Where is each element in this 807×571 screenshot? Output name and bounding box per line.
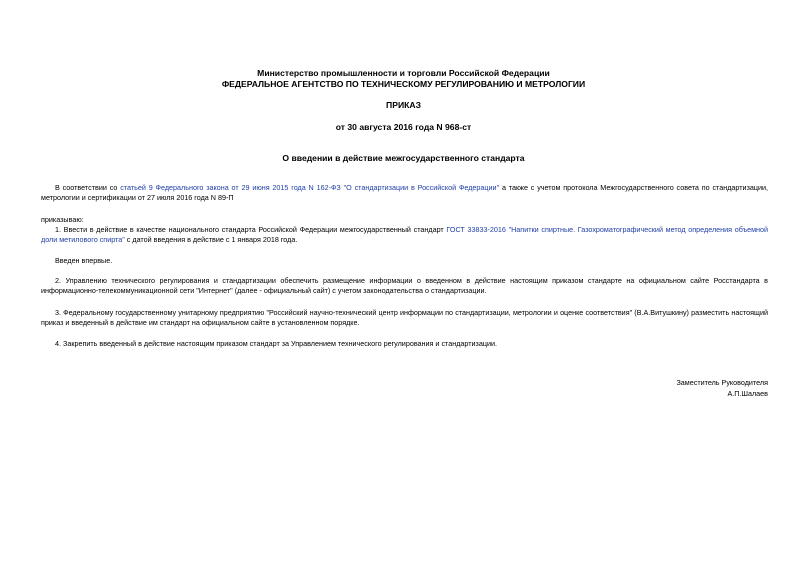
document-subject: О введении в действие межгосударственного стандарта: [282, 153, 525, 163]
item-1-text-after: с датой введения в действие с 1 января 2018 года.: [124, 235, 298, 244]
signature-position: Заместитель Руководителя: [676, 378, 768, 387]
item-4-paragraph: 4. Закрепить введенный в действие настоящим приказом стандарт за Управлением технического регулирования и стандартизации.: [55, 339, 497, 348]
signature-name: А.П.Шалаев: [727, 389, 768, 398]
item-3-paragraph: 3. Федеральному государственному унитарному предприятию "Российский научно-технический центр информации по стандартизации, метрологии и оценке соответствия" (В.А.Витушкину) разместить настоящий приказ и введенный в действие им стандарт на официальном сайте в установленном порядке.: [41, 308, 768, 327]
federal-law-link[interactable]: статьей 9 Федерального закона от 29 июня 2015 года N 162-ФЗ "О стандартизации в Российской Федерации": [120, 183, 500, 192]
item-2-paragraph: 2. Управлению технического регулирования и стандартизации обеспечить размещение информации о введенном в действие настоящим приказом стандарте на официальном сайте Росстандарта в информационно-телекоммуникационной сети "Интернет" (далее - официальный сайт) с учетом законодательства о стандартизации.: [41, 276, 768, 295]
document-date-number: от 30 августа 2016 года N 968-ст: [335, 122, 472, 132]
item-1-text-before: 1. Ввести в действие в качестве национального стандарта Российской Федерации межгосударственный стандарт: [55, 225, 447, 234]
preamble-text-after: а также с учетом протокола Межгосударственного совета по стандартизации, метрологии и сертификации от 27 июля 2016 года N 89-П: [41, 183, 768, 202]
preamble-text-before: В соответствии со: [55, 183, 121, 192]
preamble-paragraph: [41, 183, 768, 203]
gost-standard-link[interactable]: ГОСТ 33833-2016 "Напитки спиртные. Газохроматографический метод определения объемной доли метилового спирта": [41, 225, 768, 244]
agency-title: ФЕДЕРАЛЬНОЕ АГЕНТСТВО ПО ТЕХНИЧЕСКОМУ РЕГУЛИРОВАНИЮ И МЕТРОЛОГИИ: [221, 79, 586, 89]
order-word: приказываю:: [41, 215, 84, 224]
first-time-note: Введен впервые.: [55, 256, 113, 265]
ministry-title: Министерство промышленности и торговли Российской Федерации: [257, 68, 550, 78]
document-type: ПРИКАЗ: [386, 100, 421, 110]
item-1-paragraph: [41, 225, 768, 245]
